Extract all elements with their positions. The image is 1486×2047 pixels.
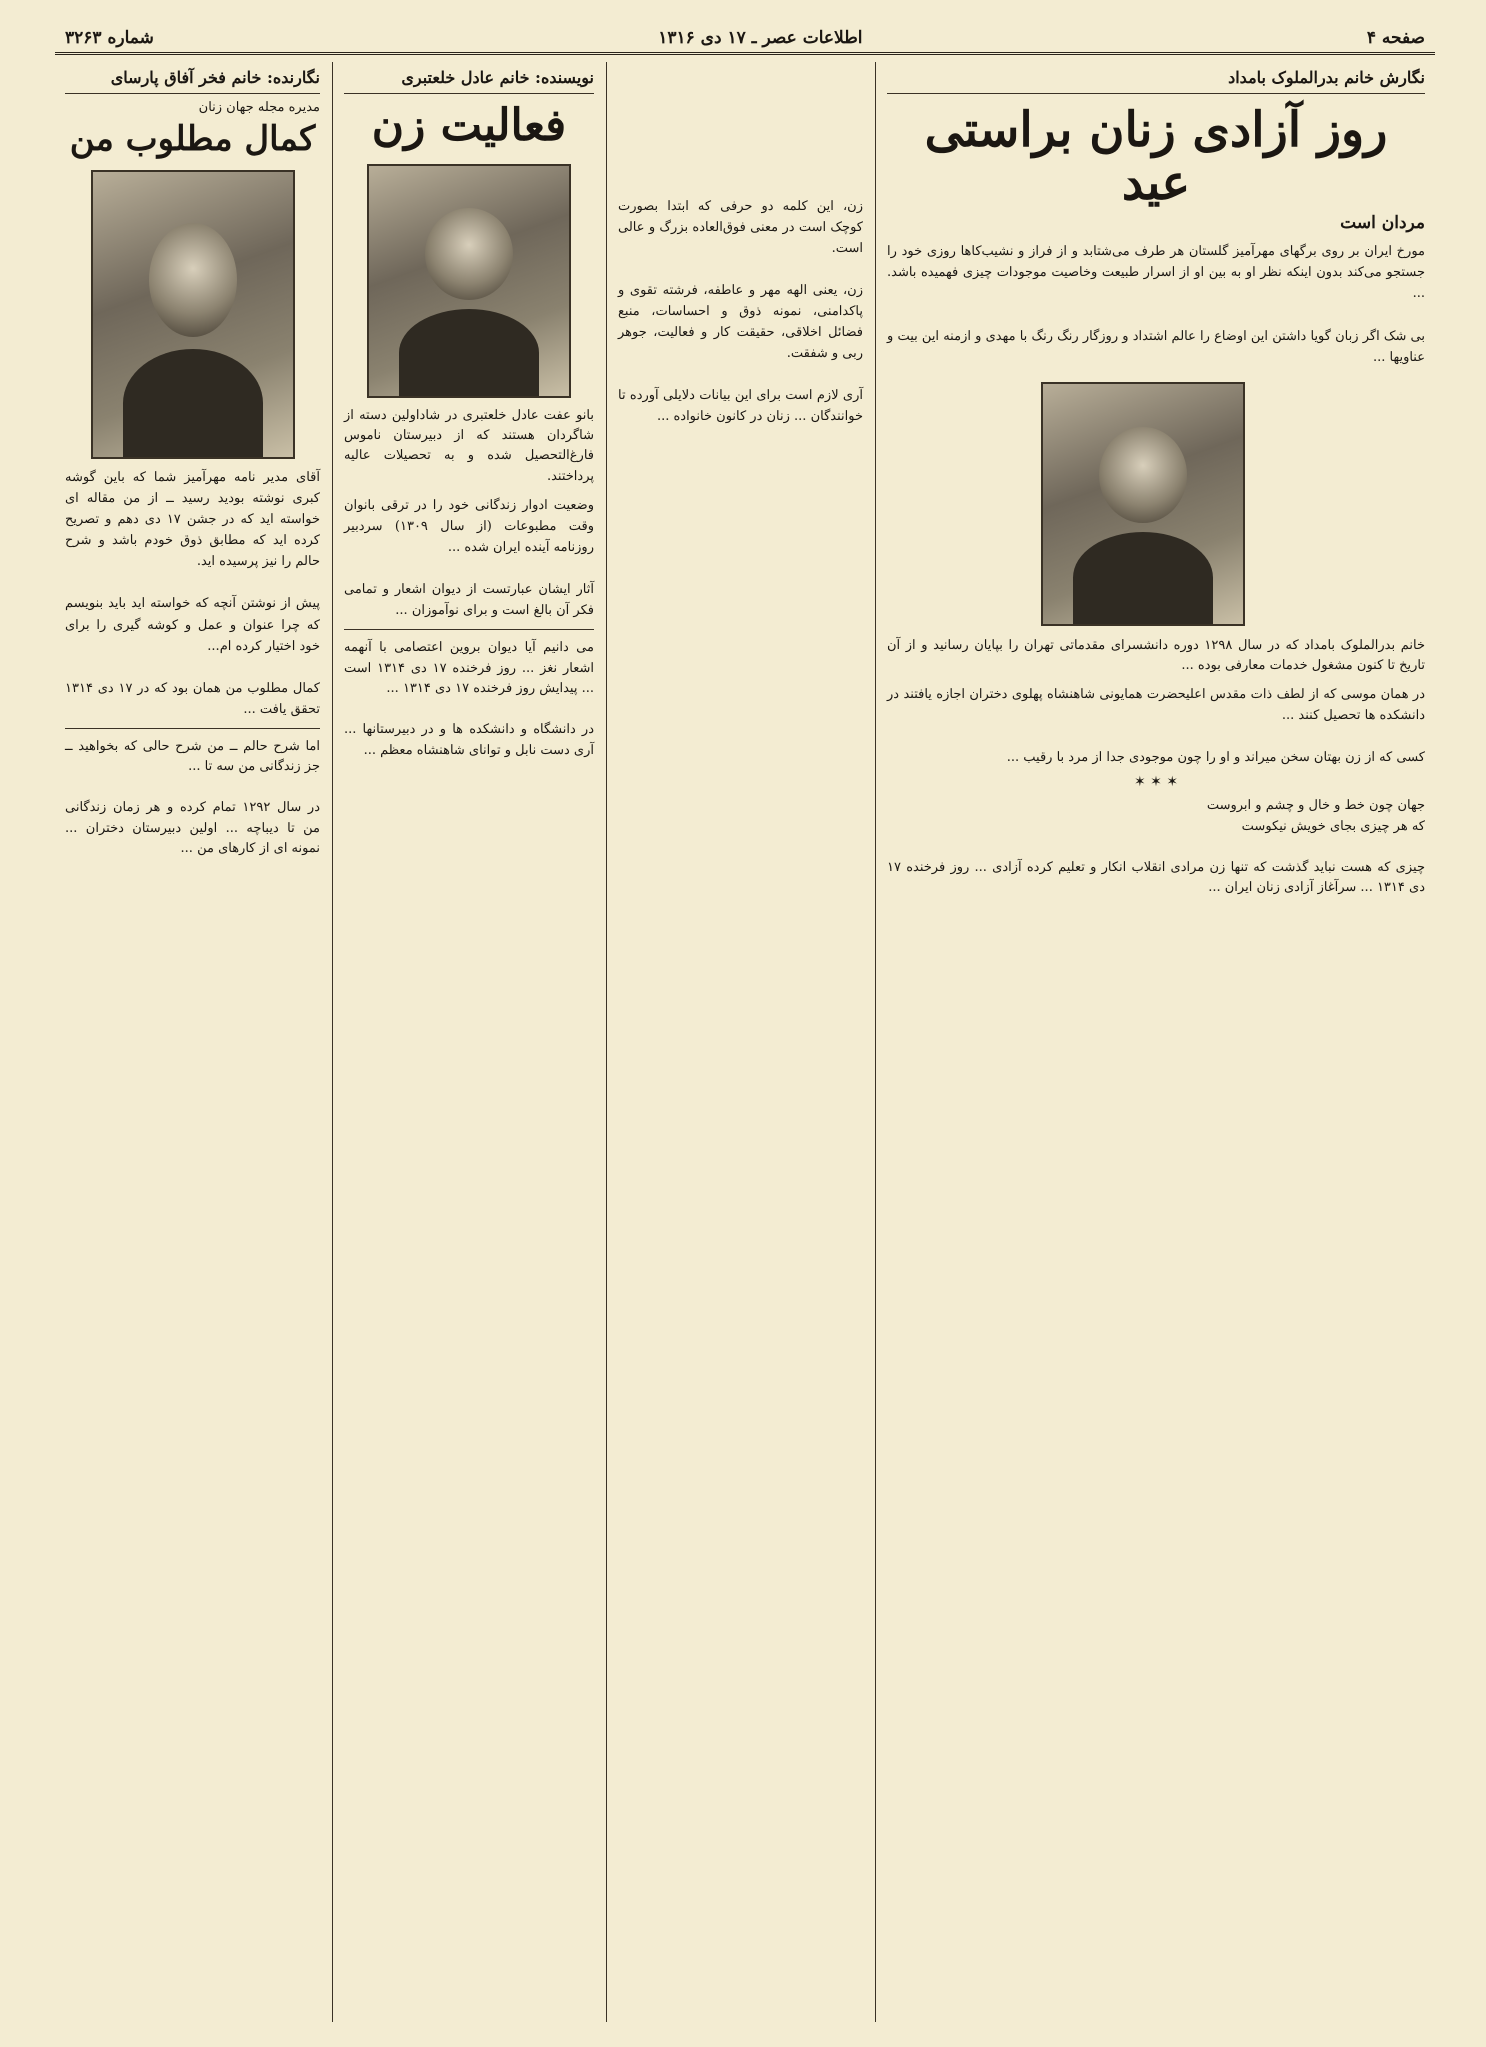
article-byline: نگارنده: خانم فخر آفاق پارسای	[65, 68, 320, 94]
issue-number: شماره ۳۲۶۳	[65, 28, 154, 48]
article-body: مورخ ایران بر روی برگهای مهرآمیز گلستان هر طرف می‌شتابد و از فراز و نشیب‌کاها روزی خود را جستجو می‌کند بدون اینکه نظر او به بین او از اسرار طبیعت وخاصیت موجودات چیزی فهمیده باشد. ... بی شک اگر زبان گویا داشتن این اوضاع را عالم اشتداد و روزگار رنگ رنگ با مهدی و ازمنه این بیت و عناویها ...	[887, 244, 1425, 365]
ornament: ✶ ✶ ✶	[1133, 774, 1179, 791]
photo-caption: بانو عفت عادل خلعتبری در شاداولین دسته از شاگردان هستند که از دبیرستان ناموس فارغ‌التحصیل شده و به تحصیلات عالیه پرداختند.	[344, 408, 594, 484]
article-body: آقای مدیر نامه مهرآمیز شما که باین گوشه کبری نوشته بودید رسید ــ از من مقاله ای خواسته اید که در جشن ۱۷ دی دهم و تصریح کرده اید که مطابق ذوق خودم باشد و شرح حالم را نیز پرسیده اید. پیش از نوشتن آنچه که خواسته اید باید بنویسم که چرا عنوان و عمل و کوشه گیری را برای خود اختیار کرده ام... کمال مطلوب من همان بود که در ۱۷ دی ۱۳۱۴ تحقق یافت ...	[65, 470, 320, 717]
article-subline: مدیره مجله جهان زنان	[198, 99, 320, 115]
article-byline: نویسنده: خانم عادل خلعتبری	[344, 68, 594, 94]
article-faaliyat-zan-right	[608, 62, 873, 2022]
article-byline: نگارش خانم بدرالملوک بامداد	[887, 68, 1425, 94]
article-headline: روز آزادی زنان براستی عید	[924, 101, 1388, 211]
portrait-photo	[91, 170, 295, 459]
newspaper-date: اطلاعات عصر ـ ۱۷ دی ۱۳۱۶	[658, 28, 863, 48]
article-azadi-zanan	[877, 62, 1435, 2022]
portrait-head	[1099, 427, 1187, 523]
portrait-head	[149, 223, 237, 337]
divider	[65, 728, 320, 729]
article-body-continued: در همان موسی که از لطف ذات مقدس اعلیحضرت همایونی شاهنشاه پهلوی دختران اجازه یافتند در دانشکده ها تحصیل کنند ... کسی که از زن بهتان سخن میراند و او را چون موجودی جدا از مرد با رقیب ...	[887, 686, 1425, 766]
portrait-head	[425, 208, 513, 300]
article-kamal-matlub	[55, 62, 330, 2022]
article-body: وضعیت ادوار زندگانی خود را در ترقی بانوان وقت مطبوعات (از سال ۱۳۰۹) سردبیر روزنامه آینده ایران شده ... آثار ایشان عبارتست از دیوان اشعار و تمامی فکر آن بالغ است و برای نوآموزان ...	[344, 497, 594, 618]
photo-caption: خانم بدرالملوک بامداد که در سال ۱۲۹۸ دوره دانشسرای مقدماتی تهران را بپایان رسانید و از آن تاریخ تا کنون مشغول خدمات معارفی بوده ...	[887, 637, 1425, 673]
portrait-shoulders	[1073, 532, 1213, 623]
article-headline: کمال مطلوب من	[69, 118, 316, 159]
divider	[344, 629, 594, 630]
page-label: صفحه ۴	[1366, 28, 1425, 48]
portrait-photo	[367, 164, 571, 398]
article-body-continued: اما شرح حالم ــ من شرح حالی که بخواهید ــ جز زندگانی من سه تا ... در سال ۱۲۹۲ تمام کرده و هر زمان زندگانی من تا دیباچه ... اولین دبیرستان دختران ... نمونه ای از کارهای من ...	[65, 738, 320, 857]
article-deck: مردان است	[1340, 213, 1425, 234]
portrait-shoulders	[399, 309, 539, 396]
article-body: زن، این کلمه دو حرفی که ابتدا بصورت کوچک است در معنی فوق‌العاده بزرگ و عالی است. زن، یعنی الهه مهر و عاطفه، فرشته تقوی و پاکدامنی، نمونه ذوق و احساسات، منبع فضائل اخلاقی، حقیقت کار و فعالیت، جوهر ربی و شفقت. آری لازم است برای این بیانات دلایلی آورده تا خوانندگان ... زنان در کانون خانواده ...	[618, 199, 863, 425]
portrait-photo	[1041, 382, 1245, 626]
article-headline: فعالیت زن	[371, 99, 567, 151]
column-rule	[332, 62, 333, 2022]
column-rule	[606, 62, 607, 2022]
portrait-shoulders	[123, 349, 263, 457]
masthead	[55, 24, 1435, 55]
column-rule	[875, 62, 876, 2022]
article-body-final: جهان چون خط و خال و چشم و ابروست که هر چیزی بجای خویش نیکوست چیزی که هست نباید گذشت که تنها زن مرادی انقلاب انکار و تعلیم کرده آزادی ... روز فرخنده ۱۷ دی ۱۳۱۴ ... سرآغاز آزادی زنان ایران ...	[887, 798, 1425, 896]
spacer	[618, 68, 863, 196]
article-faaliyat-zan-left	[334, 62, 604, 2022]
article-body-continued: می دانیم آیا دیوان بروین اعتصامی با آنهمه اشعار نغز ... روز فرخنده ۱۷ دی ۱۳۱۴ است ... پیدایش روز فرخنده ۱۷ دی ۱۳۱۴ ... در دانشگاه و دانشکده ها و در دبیرستانها ... آری دست نابل و توانای شاهنشاه معظم ...	[344, 640, 594, 758]
